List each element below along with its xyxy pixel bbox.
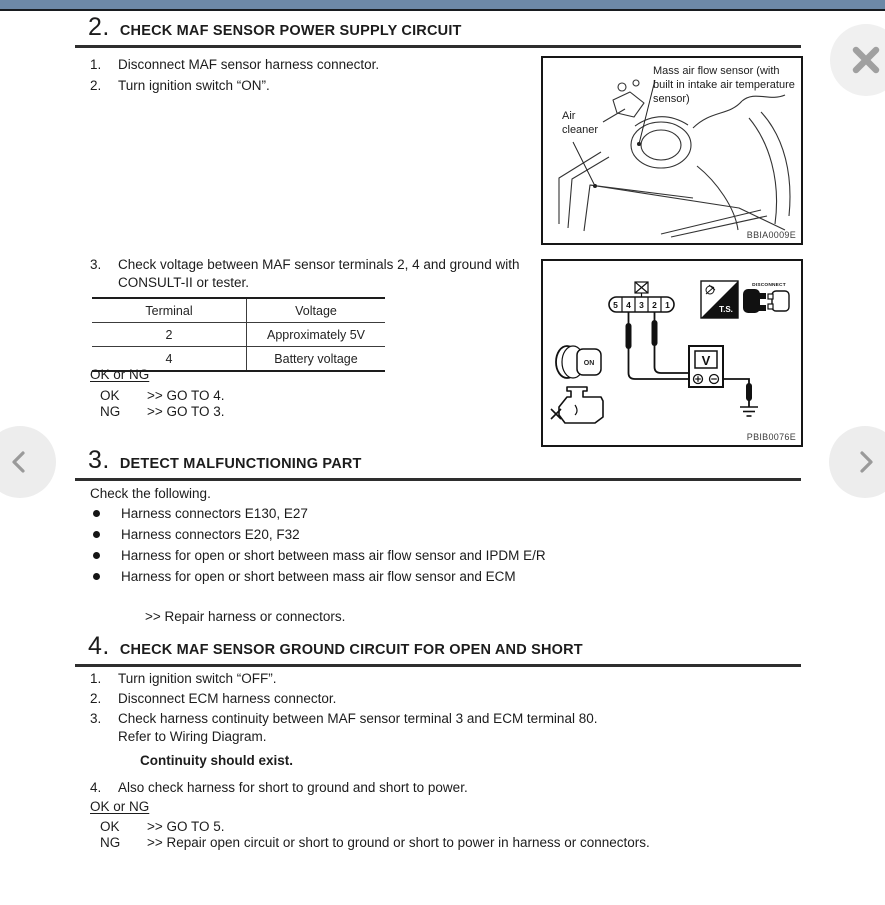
step-number: 1. [90, 57, 102, 72]
result-action: >> Repair open circuit or short to ground or short to power in harness or connectors. [147, 835, 650, 850]
section-4-rule [75, 664, 801, 667]
previous-page-button[interactable] [0, 426, 56, 498]
voltmeter [689, 346, 723, 387]
step-number: 4. [90, 780, 102, 795]
disconnect-icon [743, 282, 789, 313]
figure2-code: PBIB0076E [746, 432, 796, 442]
section4-step-4 [90, 779, 468, 797]
chevron-left-icon [6, 448, 34, 476]
terminal-5: 5 [613, 300, 618, 310]
bullet-dot [93, 531, 100, 538]
connector-key-mark [635, 282, 648, 297]
section3-action: >> Repair harness or connectors. [145, 609, 346, 624]
close-button[interactable] [830, 24, 885, 96]
section2-result-ok [100, 388, 225, 403]
step-number: 3. [90, 711, 102, 726]
probe-wires [629, 312, 690, 379]
terminal-2: 2 [652, 300, 657, 310]
section-2-title: CHECK MAF SENSOR POWER SUPPLY CIRCUIT [119, 23, 462, 39]
bullet-dot [93, 552, 100, 559]
terminal-4: 4 [626, 300, 631, 310]
step-text: Check harness continuity between MAF sensor terminal 3 and ECM terminal 80. [118, 711, 598, 726]
ts-label: T.S. [719, 305, 733, 314]
table-header-terminal: Terminal [92, 298, 247, 323]
cell-voltage: Approximately 5V [247, 323, 386, 347]
section4-step-2 [90, 690, 336, 708]
step-text: Turn ignition switch “OFF”. [118, 671, 277, 686]
section4-okng-label: OK or NG [90, 799, 150, 814]
step-number: 3. [90, 257, 102, 272]
ground-lead [723, 379, 749, 407]
figure1-code: BBIA0009E [746, 230, 796, 240]
section3-intro: Check the following. [90, 486, 211, 501]
ignition-on-icon [556, 346, 601, 378]
figure-maf-location [541, 56, 803, 245]
figure2-schematic [543, 261, 797, 441]
section4-bold-note: Continuity should exist. [140, 753, 294, 768]
voltmeter-label: V [701, 353, 711, 368]
section2-step-1 [90, 56, 379, 74]
ts-tool-icon [701, 281, 738, 318]
section2-step-3 [90, 256, 538, 292]
section4-step-1 [90, 670, 277, 688]
section4-result-ng [100, 835, 650, 850]
section2-result-ng [100, 404, 225, 419]
chevron-right-icon [851, 448, 879, 476]
bullet-item [90, 547, 546, 565]
result-action: >> GO TO 5. [147, 819, 225, 834]
step-number: 1. [90, 671, 102, 686]
bullet-item [90, 526, 300, 544]
bullet-text: Harness connectors E130, E27 [121, 506, 308, 521]
terminal-3: 3 [639, 300, 644, 310]
section4-step-3 [90, 710, 678, 746]
figure1-maf-label: Mass air flow sensor (with built in intake air temperature sensor) [653, 65, 795, 106]
next-page-button[interactable] [829, 426, 885, 498]
voltage-spec-table [92, 297, 385, 372]
section-3-number: 3. [88, 446, 110, 474]
section-4-number: 4. [88, 632, 110, 660]
page-top-border [0, 9, 885, 11]
bullet-text: Harness connectors E20, F32 [121, 527, 300, 542]
result-action: >> GO TO 4. [147, 388, 225, 403]
section4-result-ok [100, 819, 225, 834]
table-row [92, 323, 385, 347]
section-2-number: 2. [88, 13, 110, 41]
ground-symbol [740, 407, 758, 416]
section2-step-2 [90, 77, 270, 95]
result-action: >> GO TO 3. [147, 404, 225, 419]
section-4-title: CHECK MAF SENSOR GROUND CIRCUIT FOR OPEN AND SHORT [119, 642, 583, 658]
cell-terminal: 2 [92, 323, 247, 347]
top-accent-bar [0, 0, 885, 9]
bullet-text: Harness for open or short between mass air flow sensor and IPDM E/R [121, 548, 546, 563]
step-text: Disconnect ECM harness connector. [118, 691, 337, 706]
result-label: NG [100, 835, 121, 850]
section2-okng-label: OK or NG [90, 367, 150, 382]
bullet-item [90, 505, 308, 523]
step-text: Also check harness for short to ground and short to power. [118, 780, 468, 795]
result-label: OK [100, 388, 120, 403]
disconnect-label: DISCONNECT [752, 283, 786, 288]
step-number: 2. [90, 691, 102, 706]
step-text: Disconnect MAF sensor harness connector. [118, 57, 380, 72]
step-number: 2. [90, 78, 102, 93]
section-4-heading [75, 632, 801, 667]
ignition-key-label: ON [583, 360, 595, 367]
table-header-voltage: Voltage [247, 298, 386, 323]
section-2-rule [75, 45, 801, 48]
result-label: OK [100, 819, 120, 834]
step-text: Check voltage between MAF sensor terminals 2, 4 and ground with CONSULT-II or tester. [118, 257, 520, 290]
bullet-item [90, 568, 516, 586]
bullet-dot [93, 510, 100, 517]
step-text: Turn ignition switch “ON”. [118, 78, 270, 93]
step-text-line2: Refer to Wiring Diagram. [118, 728, 267, 744]
table-header-row [92, 298, 385, 323]
section-3-heading [75, 446, 801, 481]
bullet-dot [93, 573, 100, 580]
cell-terminal: 4 [92, 347, 247, 372]
figure1-air-cleaner-label: Air cleaner [562, 110, 599, 137]
bullet-text: Harness for open or short between mass air flow sensor and ECM [121, 569, 516, 584]
cell-voltage: Battery voltage [274, 351, 358, 366]
terminal-1: 1 [665, 300, 670, 310]
section-3-title: DETECT MALFUNCTIONING PART [119, 456, 362, 472]
figure-voltage-check [541, 259, 803, 447]
section-3-rule [75, 478, 801, 481]
engine-icon [551, 387, 603, 423]
section-2-heading [75, 13, 801, 48]
close-icon [849, 43, 883, 77]
result-label: NG [100, 404, 121, 419]
